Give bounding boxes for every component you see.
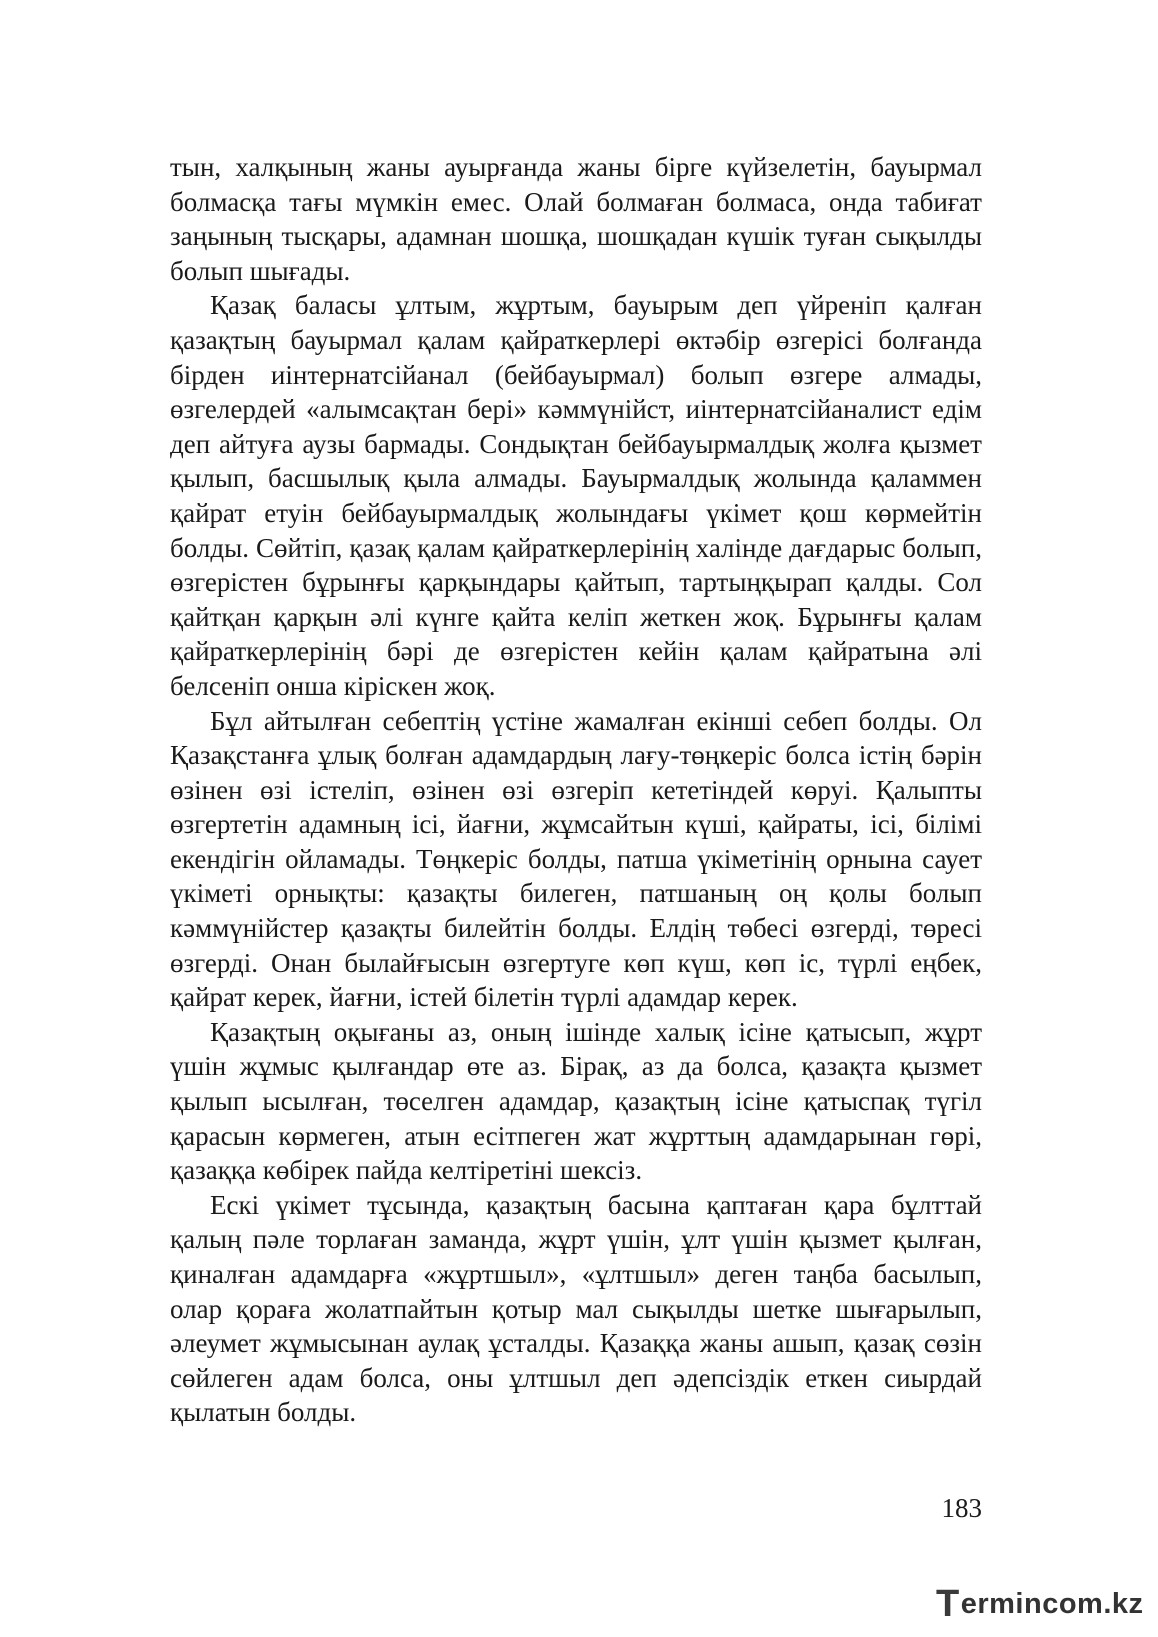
paragraph: Қазақ баласы ұлтым, жұртым, бауырым деп үйреніп қалған қазақтың бауырмал қалам қайраткерлері өктәбір өзгерісі болғанда бірден иінтернатсійанал (бейбауырмал) болып өзгере алмады, өзгелердей «алымсақтан бері» кәммүнійст, иінтернатсійаналист едім деп айтуға аузы бармады. Сондықтан бейбауырмалдық жолға қызмет қылып, басшылық қыла алмады. Бауырмалдық жолында қаламмен қайрат етуін бейбауырмалдық жолындағы үкімет қош көрмейтін болды. Сөйтіп, қазақ қалам қайраткерлерінің халінде дағдарыс болып, өзгерістен бұрынғы қарқындары қайтып, тартыңқырап қалды. Сол қайтқан қарқын әлі күнге қайта келіп жеткен жоқ. Бұрынғы қалам қайраткерлерінің бәрі де өзгерістен кейін қалам қайратына әлі белсеніп онша кірісκен жоқ.	[170, 290, 982, 701]
body-text	[170, 150, 982, 1430]
paragraph: Ескі үкімет тұсында, қазақтың басына қаптаған қара бұлттай қалың пәле торлаған заманда, жұрт үшін, ұлт үшін қызмет қылған, қиналған адамдарға «жұртшыл», «ұлтшыл» деген таңба басылып, олар қораға жолатпайтын қотыр мал сықылды шетке шығарылып, әлеумет жұмысынан аулақ ұсталды. Қазаққа жаны ашып, қазақ сөзін сөйлеген адам болса, оны ұлтшыл деп әдепсіздік еткен сиырдай қылатын болды.	[170, 1189, 982, 1428]
site-watermark-logo	[936, 1582, 1144, 1626]
watermark-initial: T	[936, 1582, 960, 1625]
page-number: 183	[941, 1493, 982, 1523]
paragraph-continuation: тын, халқының жаны ауырғанда жаны бірге күйзелетін, бауырмал болмасқа тағы мүмкін емес. Олай болмаған болмаса, онда табиғат заңының тысқары, адамнан шошқа, шошқадан күшік туған сықылды болып шығады.	[170, 152, 982, 286]
paragraph: Бұл айтылған себептің үстіне жамалған екінші себеп болды. Ол Қазақстанға ұлық болған адамдардың лағу-төңкеріс болса істің бәрін өзінен өзі істеліп, өзінен өзі өзгеріп кететіндей көруі. Қалыпты өзгертетін адамның ісі, йағни, жұмсайтын күші, қайраты, ісі, білімі екендігін ойламады. Төңкеріс болды, патша үкіметінің орнына саует үкіметі орнықты: қазақты билеген, патшаның оң қолы болып кәммүнійстер қазақты билейтін болды. Елдің төбесі өзгерді, төресі өзгерді. Онан былайғысын өзгертуге көп күш, көп іс, түрлі еңбек, қайрат керек, йағни, істей білетін түрлі адамдар керек.	[170, 705, 982, 1013]
paragraph: Қазақтың оқығаны аз, оның ішінде халық ісіне қатысып, жұрт үшін жұмыс қылғандар өте аз. Бірақ, аз да болса, қазақта қызмет қылып ысылған, төселген адамдар, қазақтың ісіне қатыспақ түгіл қарасын көрмеген, атын есітпеген жат жұрттың адамдарынан гөрі, қазаққа көбірек пайда келтіретіні шексіз.	[170, 1016, 982, 1186]
watermark-text: ermincom.kz	[960, 1587, 1144, 1620]
